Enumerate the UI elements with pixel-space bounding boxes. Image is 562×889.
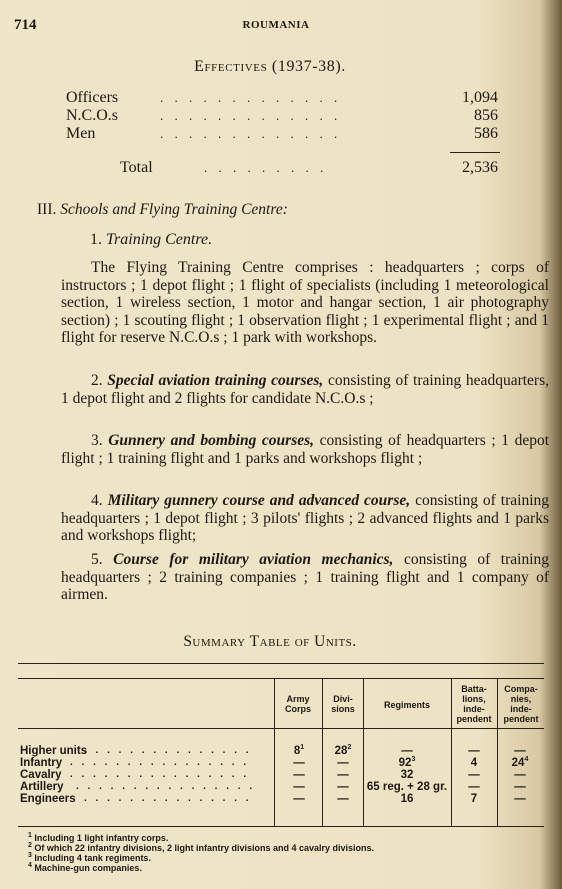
page-number: 714	[14, 17, 37, 33]
table-row	[20, 757, 540, 769]
cell-army-corps: —	[293, 793, 305, 805]
footnote: $^2$ Of which 22 infantry divisions, 2 light infantry divisions and 4 cavalry divisions.	[28, 842, 375, 853]
page-header	[14, 17, 538, 37]
footnote: $^4$ Machine-gun companies.	[28, 862, 142, 873]
subsection-heading	[90, 231, 212, 249]
running-title: ROUMANIA	[242, 19, 310, 31]
paragraph-emphasis: Military gunnery course and advanced course,	[107, 492, 411, 509]
paragraph-number: 3.	[91, 432, 103, 449]
footnote: $^1$ Including 1 light infantry corps.	[28, 832, 169, 843]
effectives-total-row	[120, 159, 500, 177]
cell-battalions: —	[468, 769, 480, 781]
cell-divisions: $28^2$	[334, 744, 352, 757]
cell-army-corps: —	[293, 769, 305, 781]
cell-battalions: —	[468, 745, 480, 757]
summary-table	[18, 663, 544, 827]
paragraph-training-centre	[61, 259, 549, 347]
column-header-divisions: Divi- sions	[331, 694, 355, 714]
paragraph-emphasis: Course for military aviation mechanics,	[113, 551, 394, 568]
row-label: Infantry	[20, 757, 63, 769]
effectives-row	[66, 107, 500, 125]
cell-army-corps: —	[293, 781, 305, 793]
table-rule	[18, 728, 544, 729]
cell-companies: —	[514, 769, 526, 781]
leader-dots: . . . . . . . . . . . . .	[160, 126, 342, 141]
leader-dots: . . . . . . . . . . . . . . . .	[70, 757, 250, 768]
table-row	[20, 793, 540, 805]
leader-dots: . . . . . . . . . . . . . . . .	[76, 781, 256, 792]
total-rule	[450, 152, 500, 153]
column-header-companies: Compa- nies, inde- pendent	[503, 684, 539, 724]
column-header-regiments: Regiments	[383, 700, 430, 710]
footnote: $^3$ Including 4 tank regiments.	[28, 852, 151, 863]
row-label: Artillery	[20, 781, 64, 793]
table-rule	[18, 678, 544, 679]
table-row	[20, 769, 540, 781]
total-value: 2,536	[462, 159, 498, 176]
cell-regiments: —	[401, 745, 413, 757]
effectives-label: Officers	[66, 89, 119, 106]
cell-battalions: —	[468, 781, 480, 793]
paragraph-special-courses	[61, 372, 549, 407]
row-label: Higher units	[20, 745, 88, 757]
table-row	[20, 745, 540, 757]
cell-companies: —	[514, 745, 526, 757]
effectives-row	[66, 125, 500, 143]
row-label: Cavalry	[20, 769, 62, 781]
cell-battalions: 4	[470, 757, 478, 769]
paragraph-text: consisting of training headquarters ; 2 training companies ; 1 training flight and 1 company of airmen.	[61, 551, 550, 603]
leader-dots: . . . . . . . . . . . . . . .	[84, 745, 252, 756]
paragraph-emphasis: Special aviation training courses,	[107, 372, 324, 389]
section-heading	[37, 201, 288, 219]
cell-army-corps: $8^1$	[293, 744, 305, 757]
section-number: III.	[37, 201, 57, 218]
leader-dots: . . . . . . . . . . . . .	[160, 108, 342, 123]
effectives-title: Effectives (1937-38).	[194, 58, 346, 75]
paragraph-number: 5.	[91, 551, 103, 568]
paragraph-text: consisting of training headquarters, 1 depot flight and 2 flights for candidate N.C.O.s ;	[61, 372, 549, 407]
effectives-value: 856	[474, 107, 498, 124]
cell-regiments: 65 reg. + 28 gr.	[366, 781, 448, 793]
cell-regiments: 32	[400, 769, 414, 781]
cell-battalions: 7	[470, 793, 478, 805]
leader-dots: . . . . . . . . . . . . . . . .	[70, 769, 250, 780]
paragraph-text: consisting of training headquarters ; 1 depot flight ; 3 pilots' flights ; 2 advanced flights and 1 parks and workshops flight;	[61, 492, 550, 544]
column-header-battalions: Batta- lions, inde- pendent	[456, 684, 492, 724]
effectives-row	[66, 89, 500, 107]
paragraph-number: 2.	[91, 372, 103, 389]
paragraph-mechanics-course	[61, 551, 549, 604]
table-row	[20, 781, 540, 793]
leader-dots: . . . . . . . . .	[204, 160, 328, 175]
paragraph-number: 4.	[91, 492, 103, 509]
section-title: Schools and Flying Training Centre:	[60, 201, 288, 218]
leader-dots: . . . . . . . . . . . . . . .	[84, 793, 252, 804]
effectives-label: Men	[66, 125, 96, 142]
subsection-number: 1.	[90, 231, 102, 248]
paragraph-emphasis: Gunnery and bombing courses,	[108, 432, 315, 449]
cell-regiments: $92^3$	[398, 756, 416, 769]
cell-divisions: —	[337, 793, 349, 805]
cell-companies: —	[514, 793, 526, 805]
cell-divisions: —	[337, 769, 349, 781]
cell-companies: —	[514, 781, 526, 793]
total-label: Total	[120, 159, 153, 176]
subsection-title: Training Centre.	[106, 231, 213, 248]
effectives-label: N.C.O.s	[66, 107, 119, 124]
paragraph-military-gunnery	[61, 492, 549, 545]
effectives-value: 1,094	[462, 89, 498, 106]
cell-divisions: —	[337, 757, 349, 769]
column-header-army-corps: Army Corps	[284, 694, 311, 714]
leader-dots: . . . . . . . . . . . . .	[160, 90, 342, 105]
cell-regiments: 16	[400, 793, 414, 805]
cell-divisions: —	[337, 781, 349, 793]
paragraph-text: consisting of headquarters ; 1 depot flight ; 1 training flight and 1 parks and workshops flight ;	[61, 432, 550, 467]
row-label: Engineers	[20, 793, 76, 805]
cell-companies: $24^4$	[511, 756, 529, 769]
effectives-value: 586	[474, 125, 498, 142]
cell-army-corps: —	[293, 757, 305, 769]
summary-table-title: Summary Table of Units.	[183, 633, 357, 650]
paragraph-gunnery-courses	[61, 432, 549, 467]
paragraph-text: The Flying Training Centre comprises : headquarters ; corps of instructors ; 1 depot flight ; 1 flight of specialists (including 1 meteorological section, 1 wireless section, 1 motor and hangar section, 1 air photography section) ; 1 scouting flight ; 1 observation flight ; 1 experimental flight ; and 1 flight for reserve N.C.O.s ; 1 park with workshops.	[61, 259, 549, 346]
